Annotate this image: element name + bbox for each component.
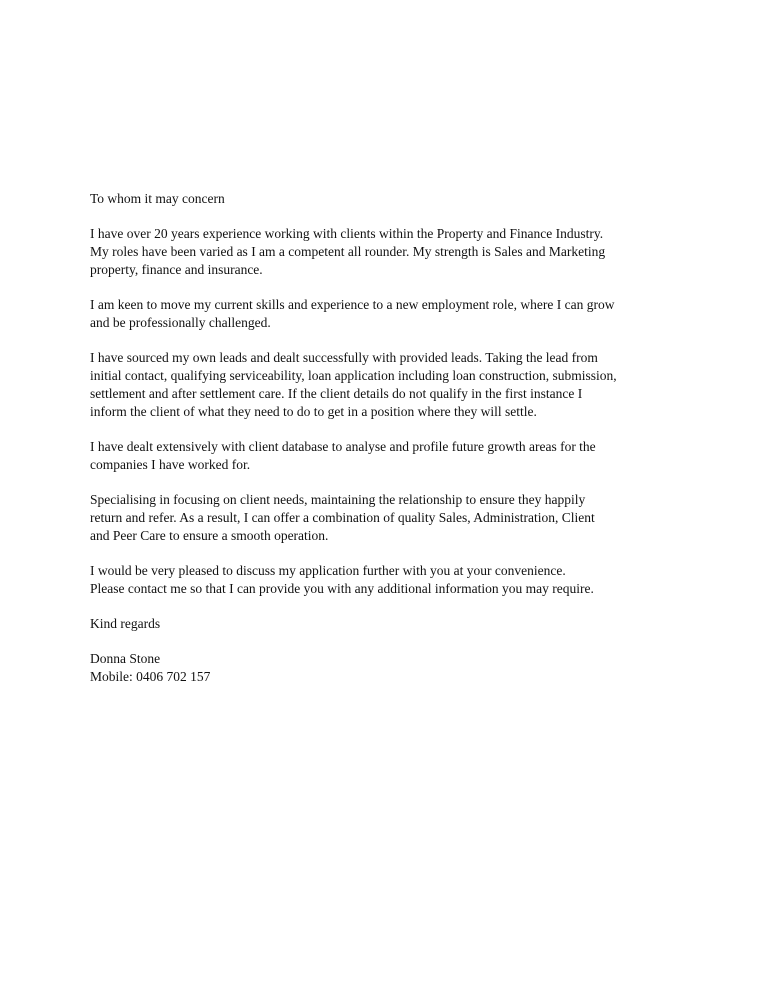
salutation-text: To whom it may concern (90, 191, 225, 206)
body-line: and Peer Care to ensure a smooth operation. (90, 528, 329, 543)
paragraph-database (90, 438, 690, 474)
body-line: I have over 20 years experience working with clients within the Property and Finance Industry. (90, 226, 604, 241)
body-line: return and refer. As a result, I can offer a combination of quality Sales, Administration, Client (90, 510, 595, 525)
body-line: initial contact, qualifying serviceability, loan application including loan construction, submission, (90, 368, 617, 383)
signature-mobile: Mobile: 0406 702 157 (90, 669, 211, 684)
body-line: and be professionally challenged. (90, 315, 271, 330)
body-line: I have dealt extensively with client database to analyse and profile future growth areas for the (90, 439, 596, 454)
body-line: My roles have been varied as I am a competent all rounder. My strength is Sales and Marketing (90, 244, 606, 259)
cover-letter (90, 190, 690, 703)
signature-name: Donna Stone (90, 651, 161, 666)
closing (90, 615, 690, 633)
body-line: property, finance and insurance. (90, 262, 263, 277)
paragraph-leads (90, 349, 690, 421)
body-line: I have sourced my own leads and dealt successfully with provided leads. Taking the lead from (90, 350, 598, 365)
body-line: settlement and after settlement care. If the client details do not qualify in the first instance I (90, 386, 583, 401)
salutation (90, 190, 690, 208)
paragraph-contact (90, 562, 690, 598)
closing-text: Kind regards (90, 616, 161, 631)
body-line: Please contact me so that I can provide you with any additional information you may require. (90, 581, 594, 596)
signature-block (90, 650, 690, 686)
paragraph-client-needs (90, 491, 690, 545)
paragraph-goals (90, 296, 690, 332)
paragraph-experience (90, 225, 690, 279)
body-line: companies I have worked for. (90, 457, 251, 472)
body-line: Specialising in focusing on client needs, maintaining the relationship to ensure they happily (90, 492, 586, 507)
body-line: I am keen to move my current skills and experience to a new employment role, where I can grow (90, 297, 615, 312)
body-line: I would be very pleased to discuss my application further with you at your convenience. (90, 563, 566, 578)
body-line: inform the client of what they need to do to get in a position where they will settle. (90, 404, 537, 419)
